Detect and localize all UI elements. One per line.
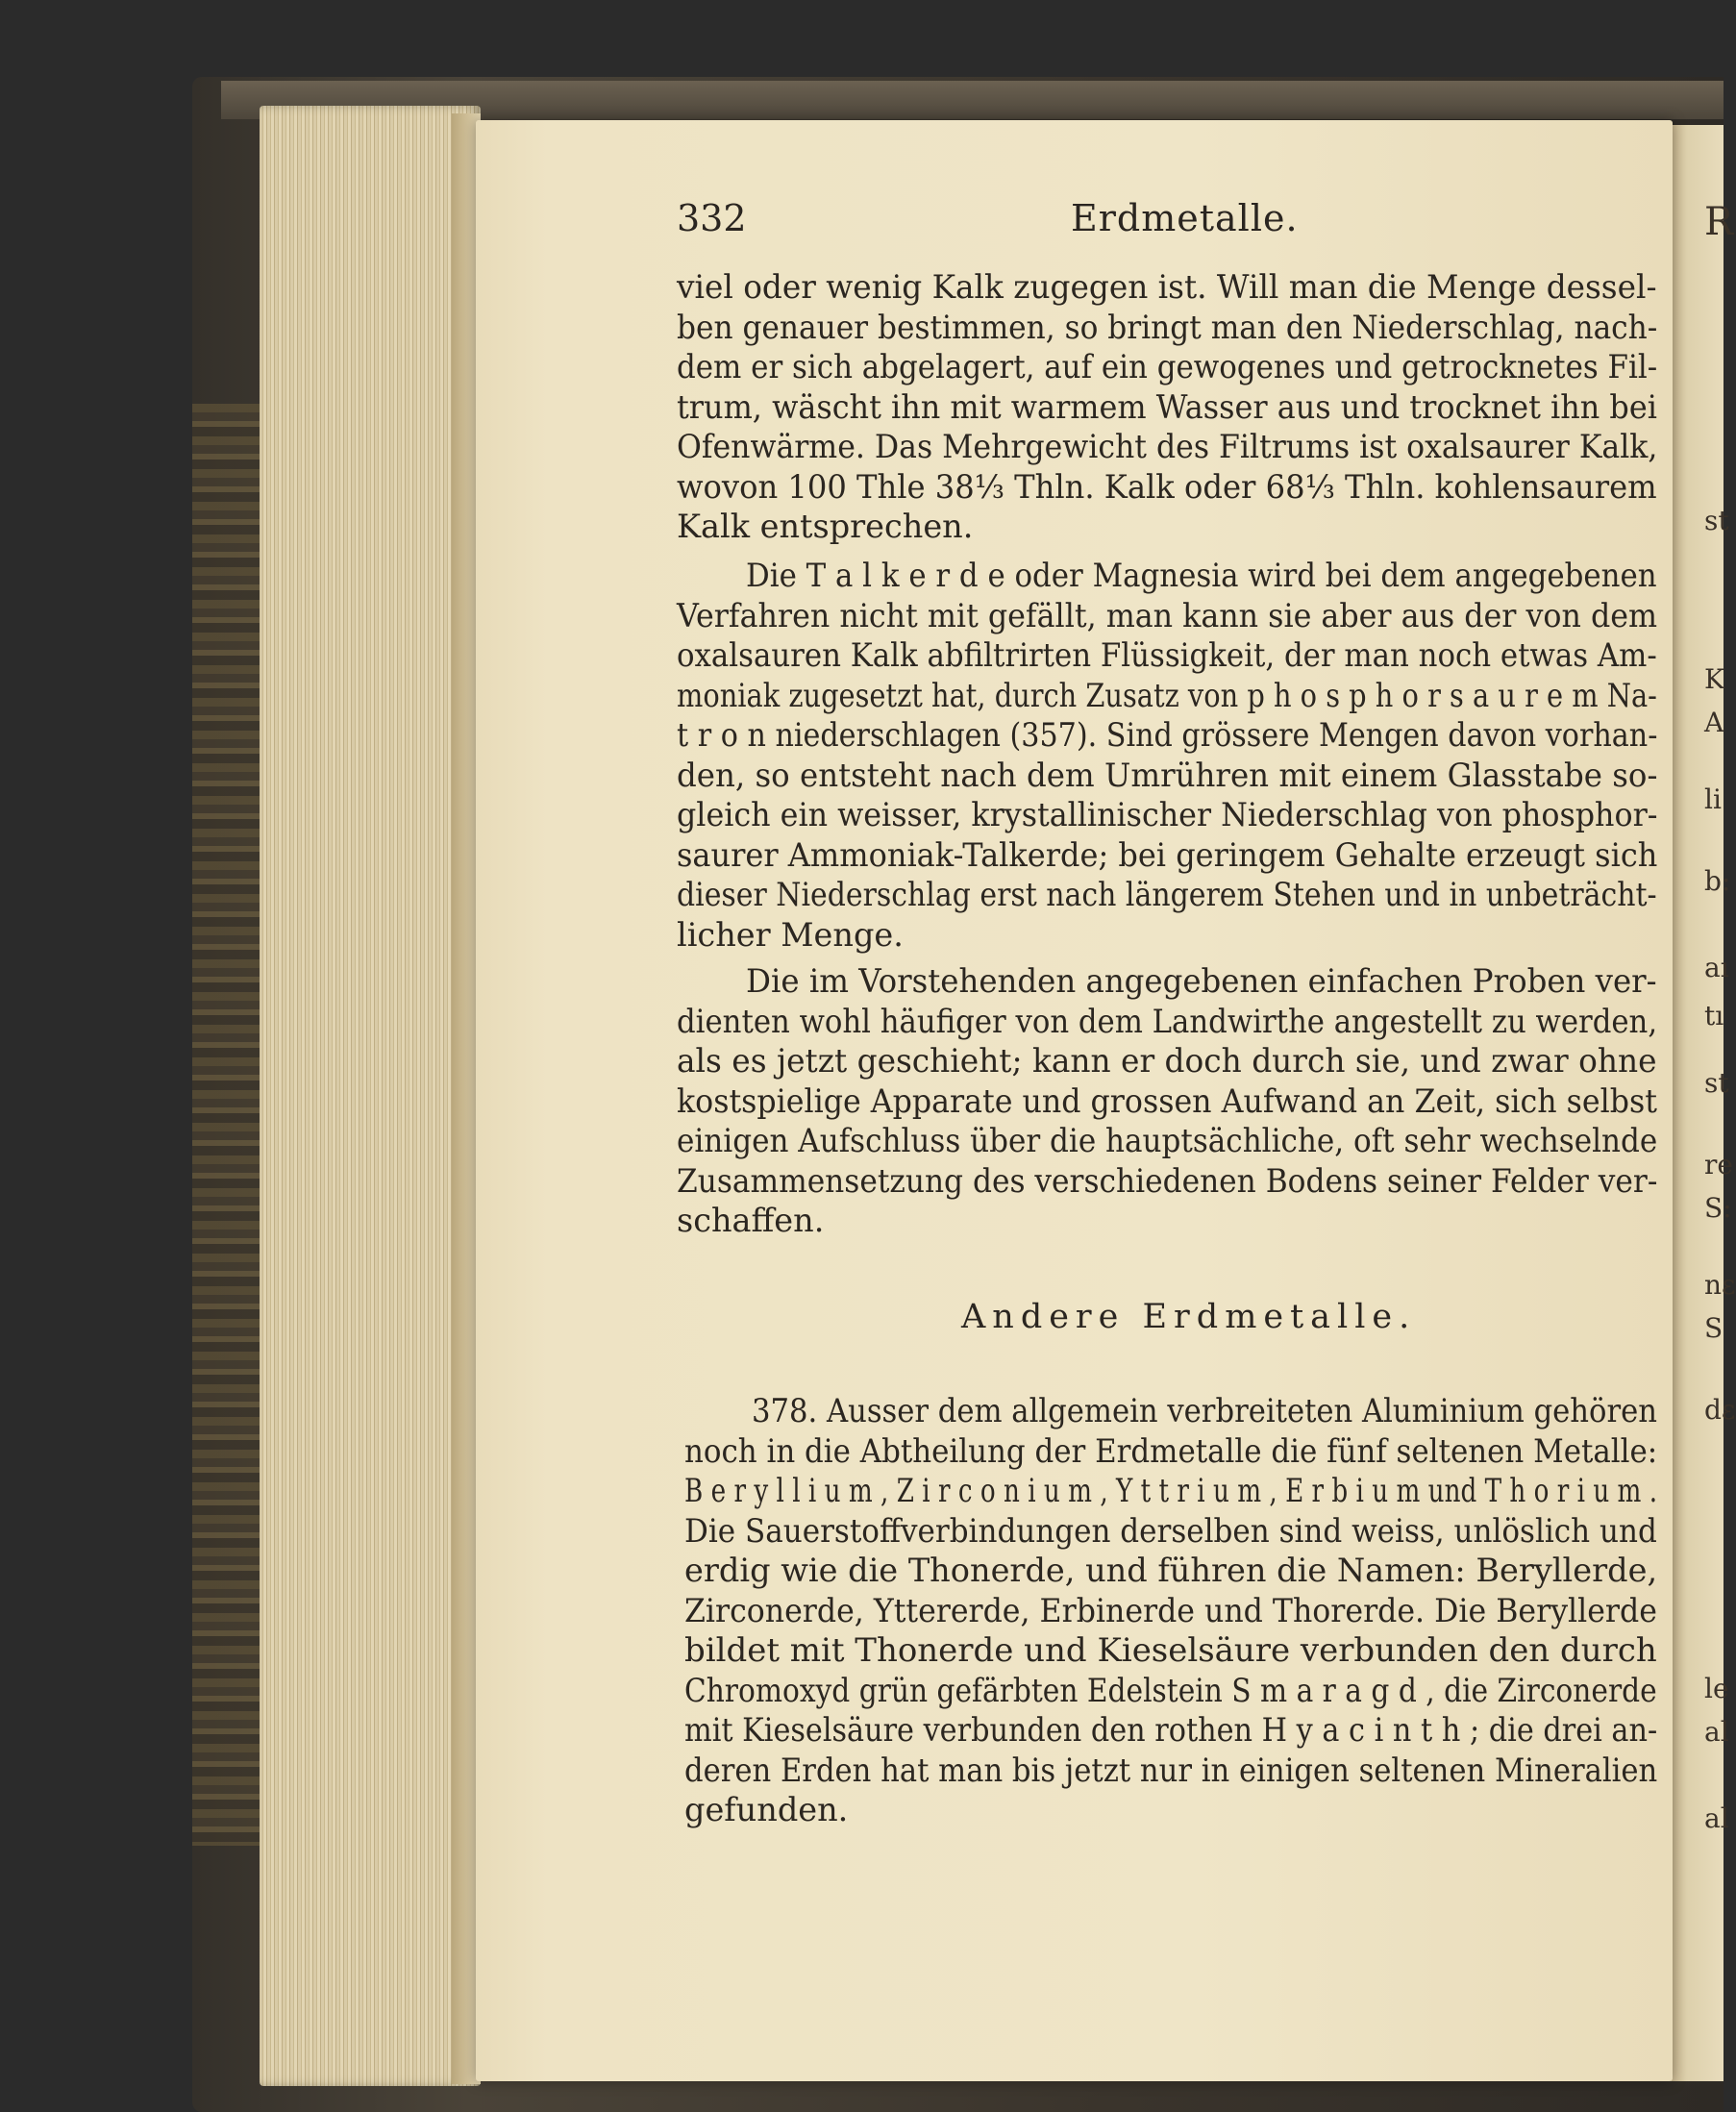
text-line: Zusammensetzung des verschiedenen Bodens seiner Felder ver- [677,1161,1658,1200]
next-page-fragment: al [1704,1802,1729,1834]
text-line: einigen Aufschluss über die hauptsächliche, oft sehr wechselnde [677,1122,1658,1159]
next-page-fragment: A [1704,707,1724,738]
running-title: Erdmetalle. [1071,197,1299,239]
next-page-fragment: aı [1704,952,1729,983]
text-line: t r o n niederschlagen (357). Sind grössere Mengen davon vorhan- [677,716,1658,754]
text-line: bildet mit Thonerde und Kieselsäure verbunden den durch [684,1631,1657,1669]
text-line: 378. Ausser dem allgemein verbreiteten Aluminium gehören [752,1392,1657,1429]
next-page-fragment: K [1704,663,1724,695]
next-page-fragment: st [1704,1067,1729,1099]
text-line: Die im Vorstehenden angegebenen einfachen Proben ver- [746,962,1657,1000]
text-line: Ofenwärme. Das Mehrgewicht des Filtrums ist oxalsaurer Kalk, [677,428,1658,465]
next-page-fragment: S [1704,1312,1724,1344]
text-line: B e r y l l i u m , Z i r c o n i u m , Y t t r i u m , E r b i u m und T h o r i u m . [684,1472,1658,1509]
text-line: Die T a l k e r d e oder Magnesia wird bei dem angegebenen [746,557,1657,594]
section-heading: Andere Erdmetalle. [961,1298,1417,1336]
text-line: moniak zugesetzt hat, durch Zusatz von p h o s p h o r s a u r e m Na- [677,676,1657,714]
text-line: Kalk entsprechen. [677,508,974,545]
text-line: Zirconerde, Yttererde, Erbinerde und Thorerde. Die Beryllerde [684,1591,1657,1629]
text-line: dieser Niederschlag erst nach längerem Stehen und in unbeträcht- [677,876,1657,913]
text-line: oxalsauren Kalk abfiltrirten Flüssigkeit, der man noch etwas Am- [677,636,1657,674]
text-line: noch in die Abtheilung der Erdmetalle die fünf seltenen Metalle: [684,1431,1658,1470]
next-page-edge [1671,125,1724,2081]
text-line: dienten wohl häufiger von dem Landwirthe angestellt zu werden, [677,1002,1658,1040]
text-line: kostspielige Apparate und grossen Aufwand an Zeit, sich selbst [677,1081,1657,1120]
next-page-fragment: al [1704,1716,1729,1748]
text-line: deren Erden hat man bis jetzt nur in einigen seltenen Mineralien [684,1751,1658,1789]
next-page-fragment: S: [1704,1192,1732,1224]
text-line: als es jetzt geschieht; kann er doch durch sie, und zwar ohne [677,1042,1657,1080]
text-line: schaffen. [677,1202,825,1239]
text-line: ben genauer bestimmen, so bringt man den Niederschlag, nach- [677,308,1658,346]
next-page-fragment: R [1704,200,1734,244]
text-line: dem er sich abgelagert, auf ein gewogenes und getrocknetes Fil- [677,348,1658,385]
next-page-fragment: b: [1704,865,1731,897]
next-page-fragment: dε [1704,1394,1736,1426]
text-line: Verfahren nicht mit gefällt, man kann sie aber aus der von dem [677,596,1658,634]
text-line: wovon 100 Thle 38⅓ Thln. Kalk oder 68⅓ Thln. kohlensaurem [677,467,1657,506]
text-line: viel oder wenig Kalk zugegen ist. Will man die Menge dessel- [677,268,1657,306]
text-line: gefunden. [684,1791,849,1828]
spine-texture [192,404,260,1846]
next-page-fragment: re [1704,1149,1733,1180]
next-page-fragment: li [1704,783,1722,815]
text-line: den, so entsteht nach dem Umrühren mit einem Glasstabe so- [677,756,1658,794]
text-line: trum, wäscht ihn mit warmem Wasser aus und trocknet ihn bei [677,387,1657,426]
text-line: erdig wie die Thonerde, und führen die Namen: Beryllerde, [684,1552,1658,1589]
text-line: gleich ein weisser, krystallinischer Niederschlag von phosphor- [677,796,1658,833]
next-page-fragment: st [1704,505,1729,536]
next-page-fragment: nɛ [1704,1269,1736,1301]
text-line: saurer Ammoniak-Talkerde; bei geringem Gehalte erzeugt sich [677,835,1658,874]
text-line: Die Sauerstoffverbindungen derselben sind weiss, unlöslich und [684,1511,1657,1550]
text-line: licher Menge. [677,915,904,954]
page-stack-edge [260,106,481,2086]
page-header [677,197,1667,245]
text-line: mit Kieselsäure verbunden den rothen H y a c i n t h ; die drei an- [684,1711,1658,1749]
text-line: Chromoxyd grün gefärbten Edelstein S m a r a g d , die Zirconerde [684,1671,1657,1709]
next-page-fragment: tı [1704,1000,1724,1031]
next-page-fragment: le [1704,1673,1729,1704]
page-number: 332 [677,197,747,239]
